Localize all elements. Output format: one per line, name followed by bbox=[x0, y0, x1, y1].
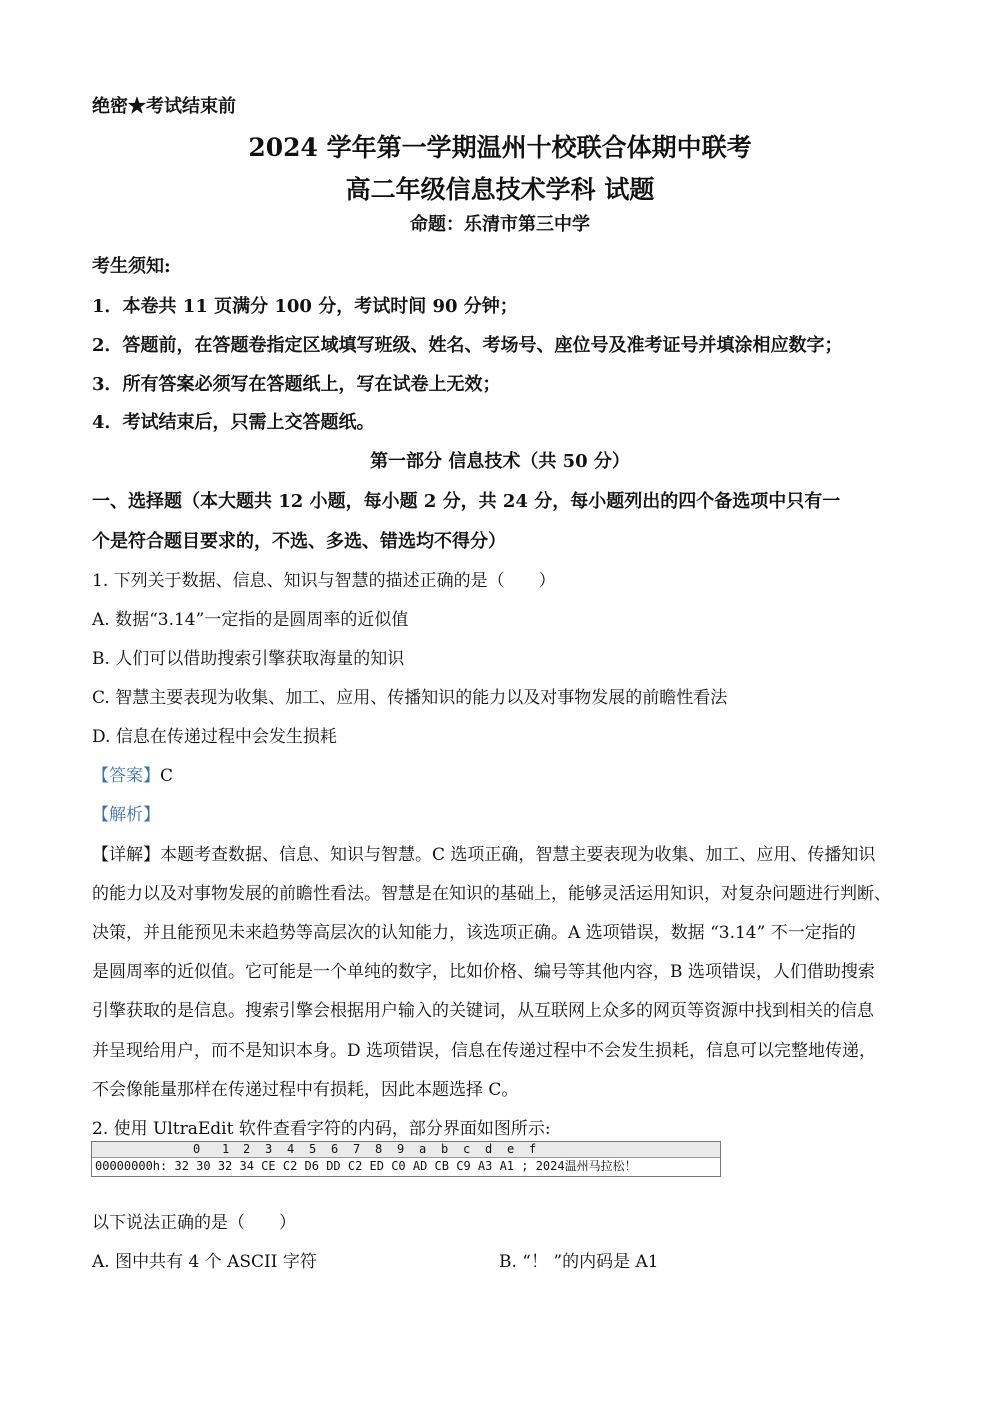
detail-line: 引擎获取的是信息。搜索引擎会根据用户输入的关键词，从互联网上众多的网页等资源中找到相关的信息 bbox=[92, 1001, 874, 1021]
secret-label: 绝密★考试结束前 bbox=[92, 96, 236, 117]
detail-line: 不会像能量那样在传递过程中有损耗，因此本题选择 C。 bbox=[92, 1080, 519, 1100]
hex-col: d bbox=[485, 1142, 493, 1156]
answer-label: 【答案】 bbox=[92, 766, 160, 786]
detail-label: 【详解】 bbox=[92, 845, 160, 865]
notice-item: 4．考试结束后，只需上交答题纸。 bbox=[92, 412, 375, 433]
hex-col: f bbox=[529, 1142, 537, 1156]
section-heading-line1: 一、选择题（本大题共 12 小题，每小题 2 分，共 24 分，每小题列出的四个备选项中只有一 bbox=[92, 491, 841, 512]
ultraedit-hex-view bbox=[91, 1141, 721, 1177]
question-1-stem: 1. 下列关于数据、信息、知识与智慧的描述正确的是（ ） bbox=[92, 571, 556, 591]
question-2-option-a: A. 图中共有 4 个 ASCII 字符 bbox=[92, 1252, 317, 1272]
question-1-option-a: A. 数据“3.14”一定指的是圆周率的近似值 bbox=[92, 610, 409, 630]
question-2-stem: 2. 使用 UltraEdit 软件查看字符的内码，部分界面如图所示: bbox=[92, 1119, 551, 1139]
detail-line: 并呈现给用户，而不是知识本身。D 选项错误，信息在传递过程中不会发生损耗，信息可以完整地传递， bbox=[92, 1041, 877, 1061]
question-1-option-d: D. 信息在传递过程中会发生损耗 bbox=[92, 727, 337, 747]
detail-line: 的能力以及对事物发展的前瞻性看法。智慧是在知识的基础上，能够灵活运用知识，对复杂问题进行判断、 bbox=[92, 884, 891, 904]
hex-col: a bbox=[419, 1142, 427, 1156]
hex-col: c bbox=[463, 1142, 471, 1156]
detail-text: 本题考查数据、信息、知识与智慧。C 选项正确，智慧主要表现为收集、加工、应用、传播知识 bbox=[160, 845, 876, 865]
exam-title: 2024 学年第一学期温州十校联合体期中联考 bbox=[248, 133, 752, 162]
notice-item: 1．本卷共 11 页满分 100 分，考试时间 90 分钟； bbox=[92, 296, 518, 317]
detail-line bbox=[92, 840, 875, 865]
analysis-label: 【解析】 bbox=[92, 805, 160, 825]
author-line: 命题：乐清市第三中学 bbox=[410, 214, 590, 235]
detail-line: 决策，并且能预见未来趋势等高层次的认知能力，该选项正确。A 选项错误，数据 “3.14” 不一定指的 bbox=[92, 923, 856, 943]
section-heading-line2: 个是符合题目要求的，不选、多选、错选均不得分） bbox=[92, 531, 506, 552]
hex-col: 6 bbox=[331, 1142, 339, 1156]
question-1-option-c: C. 智慧主要表现为收集、加工、应用、传播知识的能力以及对事物发展的前瞻性看法 bbox=[92, 688, 728, 708]
hex-col: 8 bbox=[375, 1142, 383, 1156]
part-title: 第一部分 信息技术（共 50 分） bbox=[370, 451, 630, 472]
question-1-option-b: B. 人们可以借助搜索引擎获取海量的知识 bbox=[92, 649, 405, 669]
hex-col: 0 bbox=[193, 1142, 201, 1156]
hex-col: e bbox=[507, 1142, 515, 1156]
hex-col: 4 bbox=[287, 1142, 295, 1156]
hex-col: b bbox=[441, 1142, 449, 1156]
hex-col: 9 bbox=[397, 1142, 405, 1156]
answer-line bbox=[92, 761, 173, 786]
answer-value: C bbox=[160, 766, 174, 786]
hex-col: 7 bbox=[353, 1142, 361, 1156]
notice-item: 3．所有答案必须写在答题纸上，写在试卷上无效； bbox=[92, 374, 501, 395]
hex-col: 5 bbox=[309, 1142, 317, 1156]
notice-item: 2．答题前，在答题卷指定区域填写班级、姓名、考场号、座位号及准考证号并填涂相应数字； bbox=[92, 335, 843, 356]
hex-col: 2 bbox=[243, 1142, 251, 1156]
hex-col: 1 bbox=[222, 1142, 230, 1156]
hex-data-row: 00000000h: 32 30 32 34 CE C2 D6 DD C2 ED C0 AD CB C9 A3 A1 ; 2024温州马拉松！ bbox=[95, 1159, 637, 1173]
exam-subtitle: 高二年级信息技术学科 试题 bbox=[345, 175, 655, 204]
hex-column-header bbox=[92, 1142, 720, 1158]
detail-line: 是圆周率的近似值。它可能是一个单纯的数字，比如价格、编号等其他内容，B 选项错误，人们借助搜索 bbox=[92, 962, 875, 982]
question-2-prompt: 以下说法正确的是（ ） bbox=[92, 1213, 296, 1233]
hex-col: 3 bbox=[265, 1142, 273, 1156]
notice-heading: 考生须知: bbox=[92, 256, 171, 277]
question-2-option-b: B. “！ ”的内码是 A1 bbox=[499, 1252, 659, 1272]
